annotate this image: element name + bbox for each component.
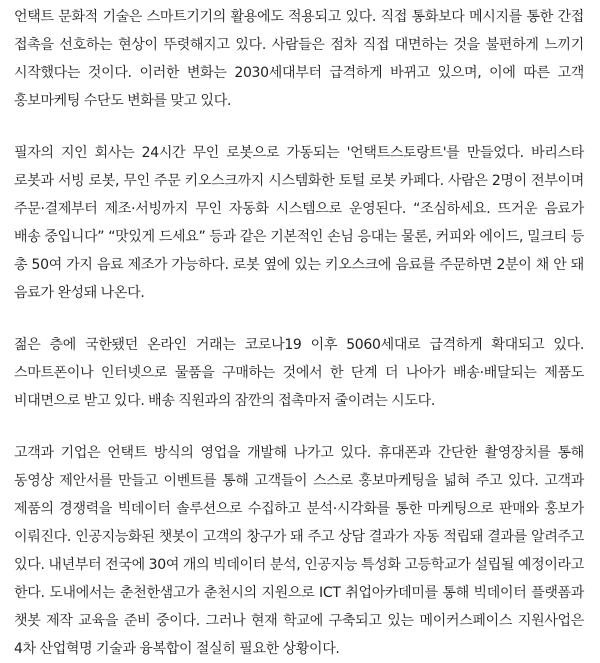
paragraph-smart-devices: 언택트 문화적 기술은 스마트기기의 활용에도 적용되고 있다. 직접 통화보다 메시지를 통한 간접 접촉을 선호하는 현상이 뚜렷해지고 있다. 사람들은 점차 직접 대면하는 것을 불편하게 느끼기 시작했다는 것이다. 이러한 변화는 2030세대부터 급격하게 바뀌고 있으며, 이에 따른 고객 홍보마케팅 수단도 변화를 맞고 있다. [14, 9, 584, 109]
paragraph-untact-sales: 고객과 기업은 언택트 방식의 영업을 개발해 나가고 있다. 휴대폰과 간단한 촬영장치를 통해 동영상 제안서를 만들고 이벤트를 통해 고객들이 스스로 홍보마케팅을 넓혀 주고 있다. 고객과 제품의 경쟁력을 빅데이터 솔루션으로 수집하고 분석·시각화를 통한 마케팅으로 판매와 홍보가 이뤄진다. 인공지능화된 챗봇이 고객의 창구가 돼 주고 상담 결과가 자동 적립돼 결과를 알려주고 있다. 내년부터 전국에 30여 개의 빅데이터 분석, 인공지능 특성화 고등학교가 설립될 예정이라고 한다. 도내에서는 춘천한샘고가 춘천시의 지원으로 ICT 취업아카데미를 통해 빅데이터 플랫폼과 챗봇 제작 교육을 준비 중이다. 그러나 현재 학교에 구축되고 있는 메이커스페이스 지원사업은 4차 산업혁명 기술과 융복합이 절실히 필요한 상황이다. [14, 445, 584, 657]
paragraph-online-trade: 젊은 층에 국한됐던 온라인 거래는 코로나19 이후 5060세대로 급격하게 확대되고 있다. 스마트폰이나 인터넷으로 물품을 구매하는 것에서 한 단계 더 나아가 배송·배달되는 제품도 비대면으로 받고 있다. 배송 직원과의 잠깐의 접촉마저 줄이려는 시도다. [14, 337, 584, 409]
article-body [14, 3, 584, 663]
paragraph-robot-cafe: 필자의 지인 회사는 24시간 무인 로봇으로 가동되는 '언택트스토랑트'를 만들었다. 바리스타 로봇과 서빙 로봇, 무인 주문 키오스크까지 시스템화한 토털 로봇 카페다. 사람은 2명이 전부이며 주문·결제부터 제조·서빙까지 무인 자동화 시스템으로 운영된다. “조심하세요. 뜨거운 음료가 배송 중입니다” “맛있게 드세요” 등과 같은 기본적인 손님 응대는 물론, 커피와 에이드, 밀크티 등 총 50여 가지 음료 제조가 가능하다. 로봇 옆에 있는 키오스크에 음료를 주문하면 2분이 채 안 돼 음료가 완성돼 나온다. [14, 145, 584, 301]
